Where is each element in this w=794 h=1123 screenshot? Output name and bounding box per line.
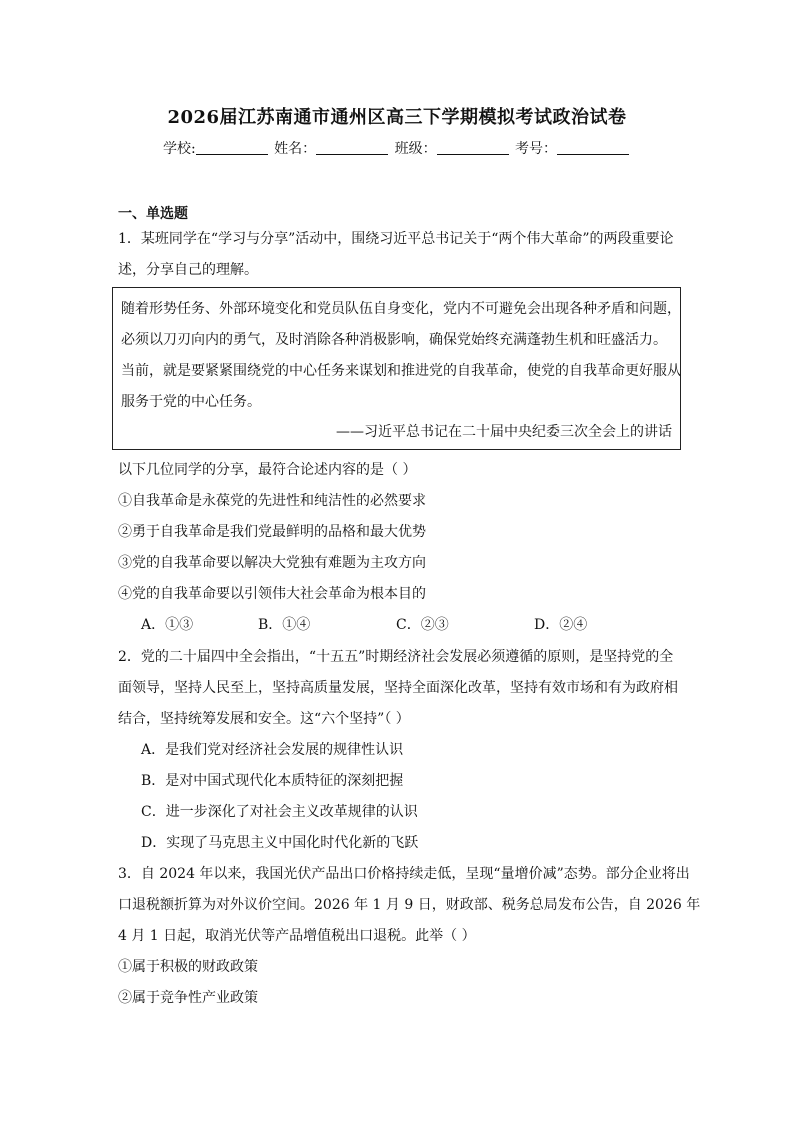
school-blank[interactable] bbox=[196, 140, 268, 155]
q2-stem-line: 2．党的二十届四中全会指出，“十五五”时期经济社会发展必须遵循的原则，是坚持党的全 bbox=[118, 649, 674, 665]
name-blank[interactable] bbox=[316, 140, 388, 155]
class-label: 班级： bbox=[394, 141, 437, 157]
quote-line: 服务于党的中心任务。 bbox=[121, 394, 261, 410]
q1-choice-c[interactable]: C．②③ bbox=[396, 617, 449, 633]
q1-choices bbox=[141, 614, 621, 634]
quote-line: 随着形势任务、外部环境变化和党员队伍自身变化，党内不可避免会出现各种矛盾和问题， bbox=[121, 301, 681, 317]
class-blank[interactable] bbox=[437, 140, 509, 155]
q1-stem-line: 1．某班同学在“学习与分享”活动中，围绕习近平总书记关于“两个伟大革命”的两段重要论 bbox=[118, 231, 674, 247]
q1-choice-d[interactable]: D．②④ bbox=[534, 617, 588, 633]
q1-option-3: ③党的自我革命要以解决大党独有难题为主攻方向 bbox=[118, 555, 426, 571]
quote-line: 必须以刀刃向内的勇气，及时消除各种消极影响，确保党始终充满蓬勃生机和旺盛活力。 bbox=[121, 332, 667, 348]
q3-stem-line: 4 月 1 日起，取消光伏等产品增值税出口退税。此举（ ） bbox=[118, 928, 476, 944]
name-label: 姓名： bbox=[274, 141, 317, 157]
q2-stem-line: 结合，坚持统筹发展和安全。这“六个坚持”（ ） bbox=[118, 711, 410, 727]
exam-title: 2026届江苏南通市通州区高三下学期模拟考试政治试卷 bbox=[167, 107, 627, 128]
q1-choice-b[interactable]: B．①④ bbox=[258, 617, 311, 633]
student-info-row bbox=[0, 138, 794, 158]
quote-line: 当前，就是要紧紧围绕党的中心任务来谋划和推进党的自我革命，使党的自我革命更好服从 bbox=[121, 363, 681, 379]
q3-stem-line: 口退税额折算为对外议价空间。2026 年 1 月 9 日，财政部、税务总局发布公告，自 2026 年 bbox=[118, 897, 701, 913]
id-blank[interactable] bbox=[557, 140, 629, 155]
q2-choice-d[interactable]: D．实现了马克思主义中国化时代化新的飞跃 bbox=[141, 835, 419, 851]
id-label: 考号： bbox=[515, 141, 558, 157]
q1-prompt: 以下几位同学的分享，最符合论述内容的是（ ） bbox=[118, 462, 417, 478]
q2-choice-b[interactable]: B．是对中国式现代化本质特征的深刻把握 bbox=[141, 773, 404, 789]
q2-choice-a[interactable]: A．是我们党对经济社会发展的规律性认识 bbox=[141, 742, 404, 758]
q1-option-1: ①自我革命是永葆党的先进性和纯洁性的必然要求 bbox=[118, 493, 426, 509]
q3-option-1: ①属于积极的财政政策 bbox=[118, 959, 258, 975]
q1-option-2: ②勇于自我革命是我们党最鲜明的品格和最大优势 bbox=[118, 524, 426, 540]
q2-choice-c[interactable]: C．进一步深化了对社会主义改革规律的认识 bbox=[141, 804, 418, 820]
q1-quote-box bbox=[112, 287, 681, 450]
school-label: 学校: bbox=[162, 141, 196, 157]
q2-stem-line: 面领导，坚持人民至上，坚持高质量发展，坚持全面深化改革，坚持有效市场和有为政府相 bbox=[118, 680, 678, 696]
q3-stem-line: 3．自 2024 年以来，我国光伏产品出口价格持续走低，呈现“量增价减”态势。部分企业将出 bbox=[118, 866, 690, 882]
section-heading: 一、单选题 bbox=[118, 206, 188, 222]
q1-option-4: ④党的自我革命要以引领伟大社会革命为根本目的 bbox=[118, 586, 426, 602]
q3-option-2: ②属于竞争性产业政策 bbox=[118, 990, 258, 1006]
q1-stem-line: 述，分享自己的理解。 bbox=[118, 262, 258, 278]
quote-source: ——习近平总书记在二十届中央纪委三次全会上的讲话 bbox=[336, 424, 672, 440]
q1-choice-a[interactable]: A．①③ bbox=[141, 617, 194, 633]
